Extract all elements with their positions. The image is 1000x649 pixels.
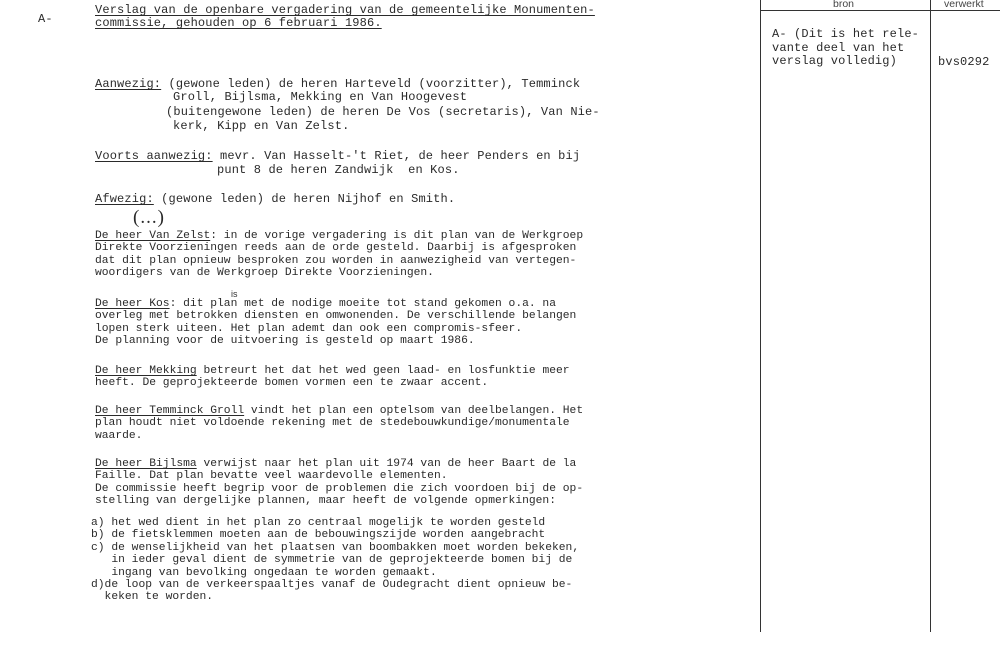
statement-line: De heer Mekking betreurt het dat het wed geen laad- en losfunktie meer bbox=[95, 365, 570, 377]
reference-code: bvs0292 bbox=[938, 55, 990, 69]
absent-text: (gewone leden) de heren Nijhof en Smith. bbox=[153, 192, 456, 206]
remark-item: a) het wed dient in het plan zo centraal mogelijk te worden gesteld bbox=[91, 517, 546, 529]
omission-ellipsis: (...) bbox=[133, 207, 165, 228]
statement-line: plan houdt niet voldoende rekening met de stedebouwkundige/monumentale bbox=[95, 417, 570, 430]
statement-line: Direkte Voorzieningen reeds aan de orde gesteld. Daarbij is afgesproken bbox=[95, 242, 577, 255]
statement-line: stelling van dergelijke plannen, maar heeft de volgende opmerkingen: bbox=[95, 495, 556, 508]
statement-line: De heer Bijlsma verwijst naar het plan uit 1974 van de heer Baart de la bbox=[95, 458, 577, 470]
remarks-list bbox=[91, 517, 579, 604]
source-note bbox=[772, 28, 919, 69]
source-note-line: verslag volledig) bbox=[772, 54, 897, 68]
also-present-line-1 bbox=[95, 150, 580, 162]
remark-item: d)de loop van de verkeerspaaltjes vanaf de Oudegracht dient opnieuw be- bbox=[91, 579, 573, 592]
present-text: (gewone leden) de heren Harteveld (voorzitter), Temminck bbox=[161, 77, 581, 91]
also-present-label: Voorts aanwezig: bbox=[95, 149, 213, 163]
statement-line: woordigers van de Werkgroep Direkte Voorzieningen. bbox=[95, 267, 434, 280]
statement-bijlsma bbox=[95, 458, 583, 508]
present-label: Aanwezig: bbox=[95, 77, 162, 91]
side-column-divider bbox=[930, 0, 931, 632]
present-line-1 bbox=[95, 78, 580, 90]
statement-line: De heer Kos: dit plan met de nodige moeite tot stand gekomen o.a. na bbox=[95, 298, 556, 310]
present-line-4: kerk, Kipp en Van Zelst. bbox=[173, 119, 350, 133]
absent-line bbox=[95, 193, 455, 205]
document-title-line-2: commissie, gehouden op 6 februari 1986. bbox=[95, 16, 382, 30]
statement-temminck-groll bbox=[95, 405, 583, 442]
statement-van-zelst bbox=[95, 230, 583, 280]
source-note-line: A- (Dit is het rele- bbox=[772, 27, 920, 41]
remark-item: c) de wenselijkheid van het plaatsen van boombakken moet worden bekeken, bbox=[91, 541, 580, 554]
speaker-name: De heer Mekking bbox=[95, 365, 197, 377]
source-note-line: vante deel van het bbox=[772, 40, 905, 55]
statement-line: De heer Van Zelst: in de vorige vergadering is dit plan van de Werkgroep bbox=[95, 230, 584, 242]
remark-item: keken te worden. bbox=[91, 591, 214, 604]
absent-label: Afwezig: bbox=[95, 192, 154, 206]
document-title-line-1: Verslag van de openbare vergadering van de gemeentelijke Monumenten- bbox=[95, 3, 595, 17]
remark-item: ingang van bevolking ongedaan te worden gemaakt. bbox=[91, 566, 437, 579]
statement-kos bbox=[95, 298, 576, 348]
remark-item: in ieder geval dient de symmetrie van de geprojekteerde bomen bij de bbox=[91, 554, 573, 567]
statement-line: lopen sterk uiteen. Het plan ademt dan ook een compromis-sfeer. bbox=[95, 322, 523, 335]
remark-item: b) de fietsklemmen moeten aan de bebouwingszijde worden aangebracht bbox=[91, 529, 546, 542]
present-line-2: Groll, Bijlsma, Mekking en Van Hoogevest bbox=[173, 90, 468, 104]
statement-line: De planning voor de uitvoering is gesteld op maart 1986. bbox=[95, 335, 475, 348]
handwritten-insert: is bbox=[231, 289, 238, 299]
statement-line: De commissie heeft begrip voor de problemen die zich voordoen bij de op- bbox=[95, 482, 584, 495]
speaker-name: De heer Kos bbox=[95, 298, 170, 310]
present-line-3: (buitengewone leden) de heren De Vos (secretaris), Van Nie- bbox=[166, 105, 600, 119]
speaker-name: De heer Bijlsma bbox=[95, 458, 197, 470]
col-header-verwerkt: verwerkt bbox=[944, 0, 984, 10]
speaker-name: De heer Van Zelst bbox=[95, 230, 211, 242]
statement-line: Faille. Dat plan bevatte veel waardevolle elementen. bbox=[95, 470, 448, 483]
statement-line: waarde. bbox=[95, 429, 143, 442]
statement-line: heeft. De geprojekteerde bomen vormen een te zwaar accent. bbox=[95, 377, 489, 390]
margin-marker: A- bbox=[38, 12, 53, 26]
col-header-bron: bron bbox=[833, 0, 855, 10]
statement-line: dat dit plan opnieuw besproken zou worden in aanwezigheid van vertegen- bbox=[95, 254, 577, 267]
also-present-text: mevr. Van Hasselt-'t Riet, de heer Penders en bij bbox=[212, 149, 581, 163]
side-header-rule bbox=[760, 10, 1000, 11]
statement-line: overleg met betrokken diensten en omwonenden. De verschillende belangen bbox=[95, 310, 577, 323]
also-present-line-2: punt 8 de heren Zandwijk en Kos. bbox=[217, 163, 460, 177]
statement-mekking bbox=[95, 365, 570, 390]
side-column-left-rule bbox=[760, 0, 761, 632]
statement-line: De heer Temminck Groll vindt het plan een optelsom van deelbelangen. Het bbox=[95, 405, 584, 417]
speaker-name: De heer Temminck Groll bbox=[95, 405, 245, 417]
